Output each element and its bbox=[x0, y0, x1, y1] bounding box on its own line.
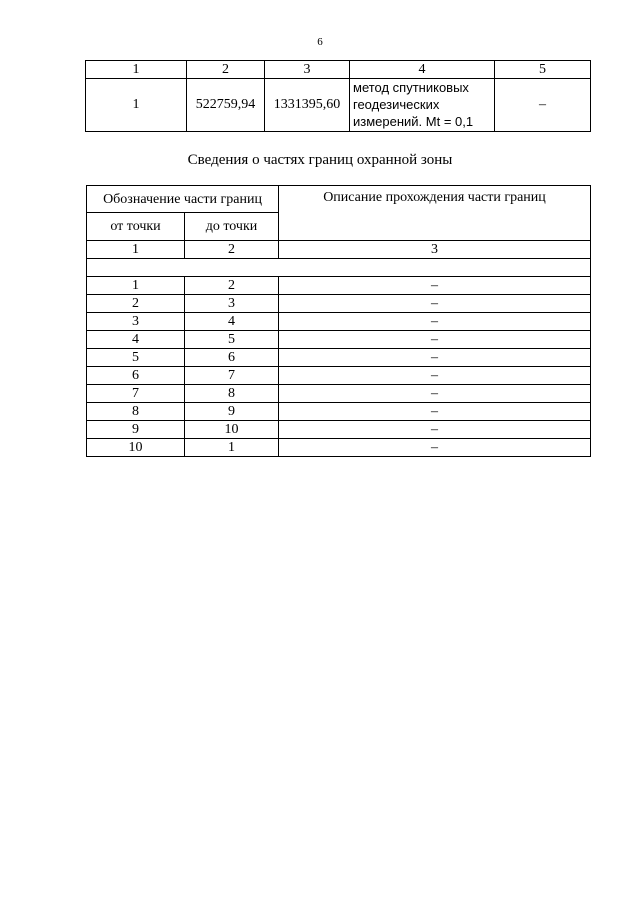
table-row bbox=[87, 349, 591, 367]
column-numbers-row bbox=[87, 241, 591, 259]
boundary-description: – bbox=[279, 403, 591, 421]
from-point: 8 bbox=[87, 403, 185, 421]
coordinate-y: 1331395,60 bbox=[265, 79, 350, 132]
coordinate-x: 522759,94 bbox=[187, 79, 265, 132]
method-line: метод спутниковых bbox=[353, 80, 469, 95]
column-number: 4 bbox=[350, 61, 495, 79]
coordinates-header-row bbox=[86, 61, 591, 79]
page-number: 6 bbox=[317, 36, 323, 48]
to-point: 7 bbox=[185, 367, 279, 385]
header-boundary-part: Обозначение части границ bbox=[87, 186, 279, 213]
boundary-description: – bbox=[279, 349, 591, 367]
determination-method bbox=[350, 79, 495, 132]
boundary-description: – bbox=[279, 277, 591, 295]
to-point: 4 bbox=[185, 313, 279, 331]
table-row bbox=[87, 367, 591, 385]
column-number: 2 bbox=[185, 241, 279, 259]
blank-cell bbox=[87, 259, 591, 277]
column-number: 5 bbox=[495, 61, 591, 79]
to-point: 3 bbox=[185, 295, 279, 313]
to-point: 6 bbox=[185, 349, 279, 367]
column-number: 3 bbox=[279, 241, 591, 259]
column-number: 1 bbox=[86, 61, 187, 79]
from-point: 4 bbox=[87, 331, 185, 349]
to-point: 2 bbox=[185, 277, 279, 295]
boundary-description: – bbox=[279, 331, 591, 349]
from-point: 9 bbox=[87, 421, 185, 439]
to-point: 9 bbox=[185, 403, 279, 421]
method-line: геодезических bbox=[353, 97, 440, 112]
table-row bbox=[87, 331, 591, 349]
column-number: 3 bbox=[265, 61, 350, 79]
boundary-description: – bbox=[279, 385, 591, 403]
header-description: Описание прохождения части границ bbox=[279, 186, 591, 241]
header-to-point: до точки bbox=[185, 213, 279, 241]
boundary-description: – bbox=[279, 421, 591, 439]
to-point: 10 bbox=[185, 421, 279, 439]
table-row bbox=[87, 421, 591, 439]
table-row bbox=[87, 439, 591, 457]
boundary-rows bbox=[87, 277, 591, 457]
header-row bbox=[87, 186, 591, 213]
header-from-point: от точки bbox=[87, 213, 185, 241]
from-point: 1 bbox=[87, 277, 185, 295]
point-number: 1 bbox=[86, 79, 187, 132]
from-point: 2 bbox=[87, 295, 185, 313]
boundary-parts-table bbox=[86, 185, 591, 457]
point-description: – bbox=[495, 79, 591, 132]
section-title: Сведения о частях границ охранной зоны bbox=[187, 152, 453, 168]
to-point: 5 bbox=[185, 331, 279, 349]
table-row bbox=[87, 313, 591, 331]
from-point: 7 bbox=[87, 385, 185, 403]
from-point: 5 bbox=[87, 349, 185, 367]
table-row bbox=[87, 295, 591, 313]
method-line: измерений. Mt = 0,1 bbox=[353, 114, 474, 129]
from-point: 6 bbox=[87, 367, 185, 385]
boundary-description: – bbox=[279, 439, 591, 457]
boundary-description: – bbox=[279, 367, 591, 385]
column-number: 2 bbox=[187, 61, 265, 79]
table-row bbox=[87, 385, 591, 403]
from-point: 10 bbox=[87, 439, 185, 457]
table-row bbox=[87, 277, 591, 295]
coordinates-table bbox=[85, 60, 591, 132]
table-row bbox=[86, 79, 591, 132]
table-row bbox=[87, 403, 591, 421]
column-number: 1 bbox=[87, 241, 185, 259]
blank-row bbox=[87, 259, 591, 277]
boundary-description: – bbox=[279, 295, 591, 313]
to-point: 8 bbox=[185, 385, 279, 403]
to-point: 1 bbox=[185, 439, 279, 457]
from-point: 3 bbox=[87, 313, 185, 331]
boundary-description: – bbox=[279, 313, 591, 331]
